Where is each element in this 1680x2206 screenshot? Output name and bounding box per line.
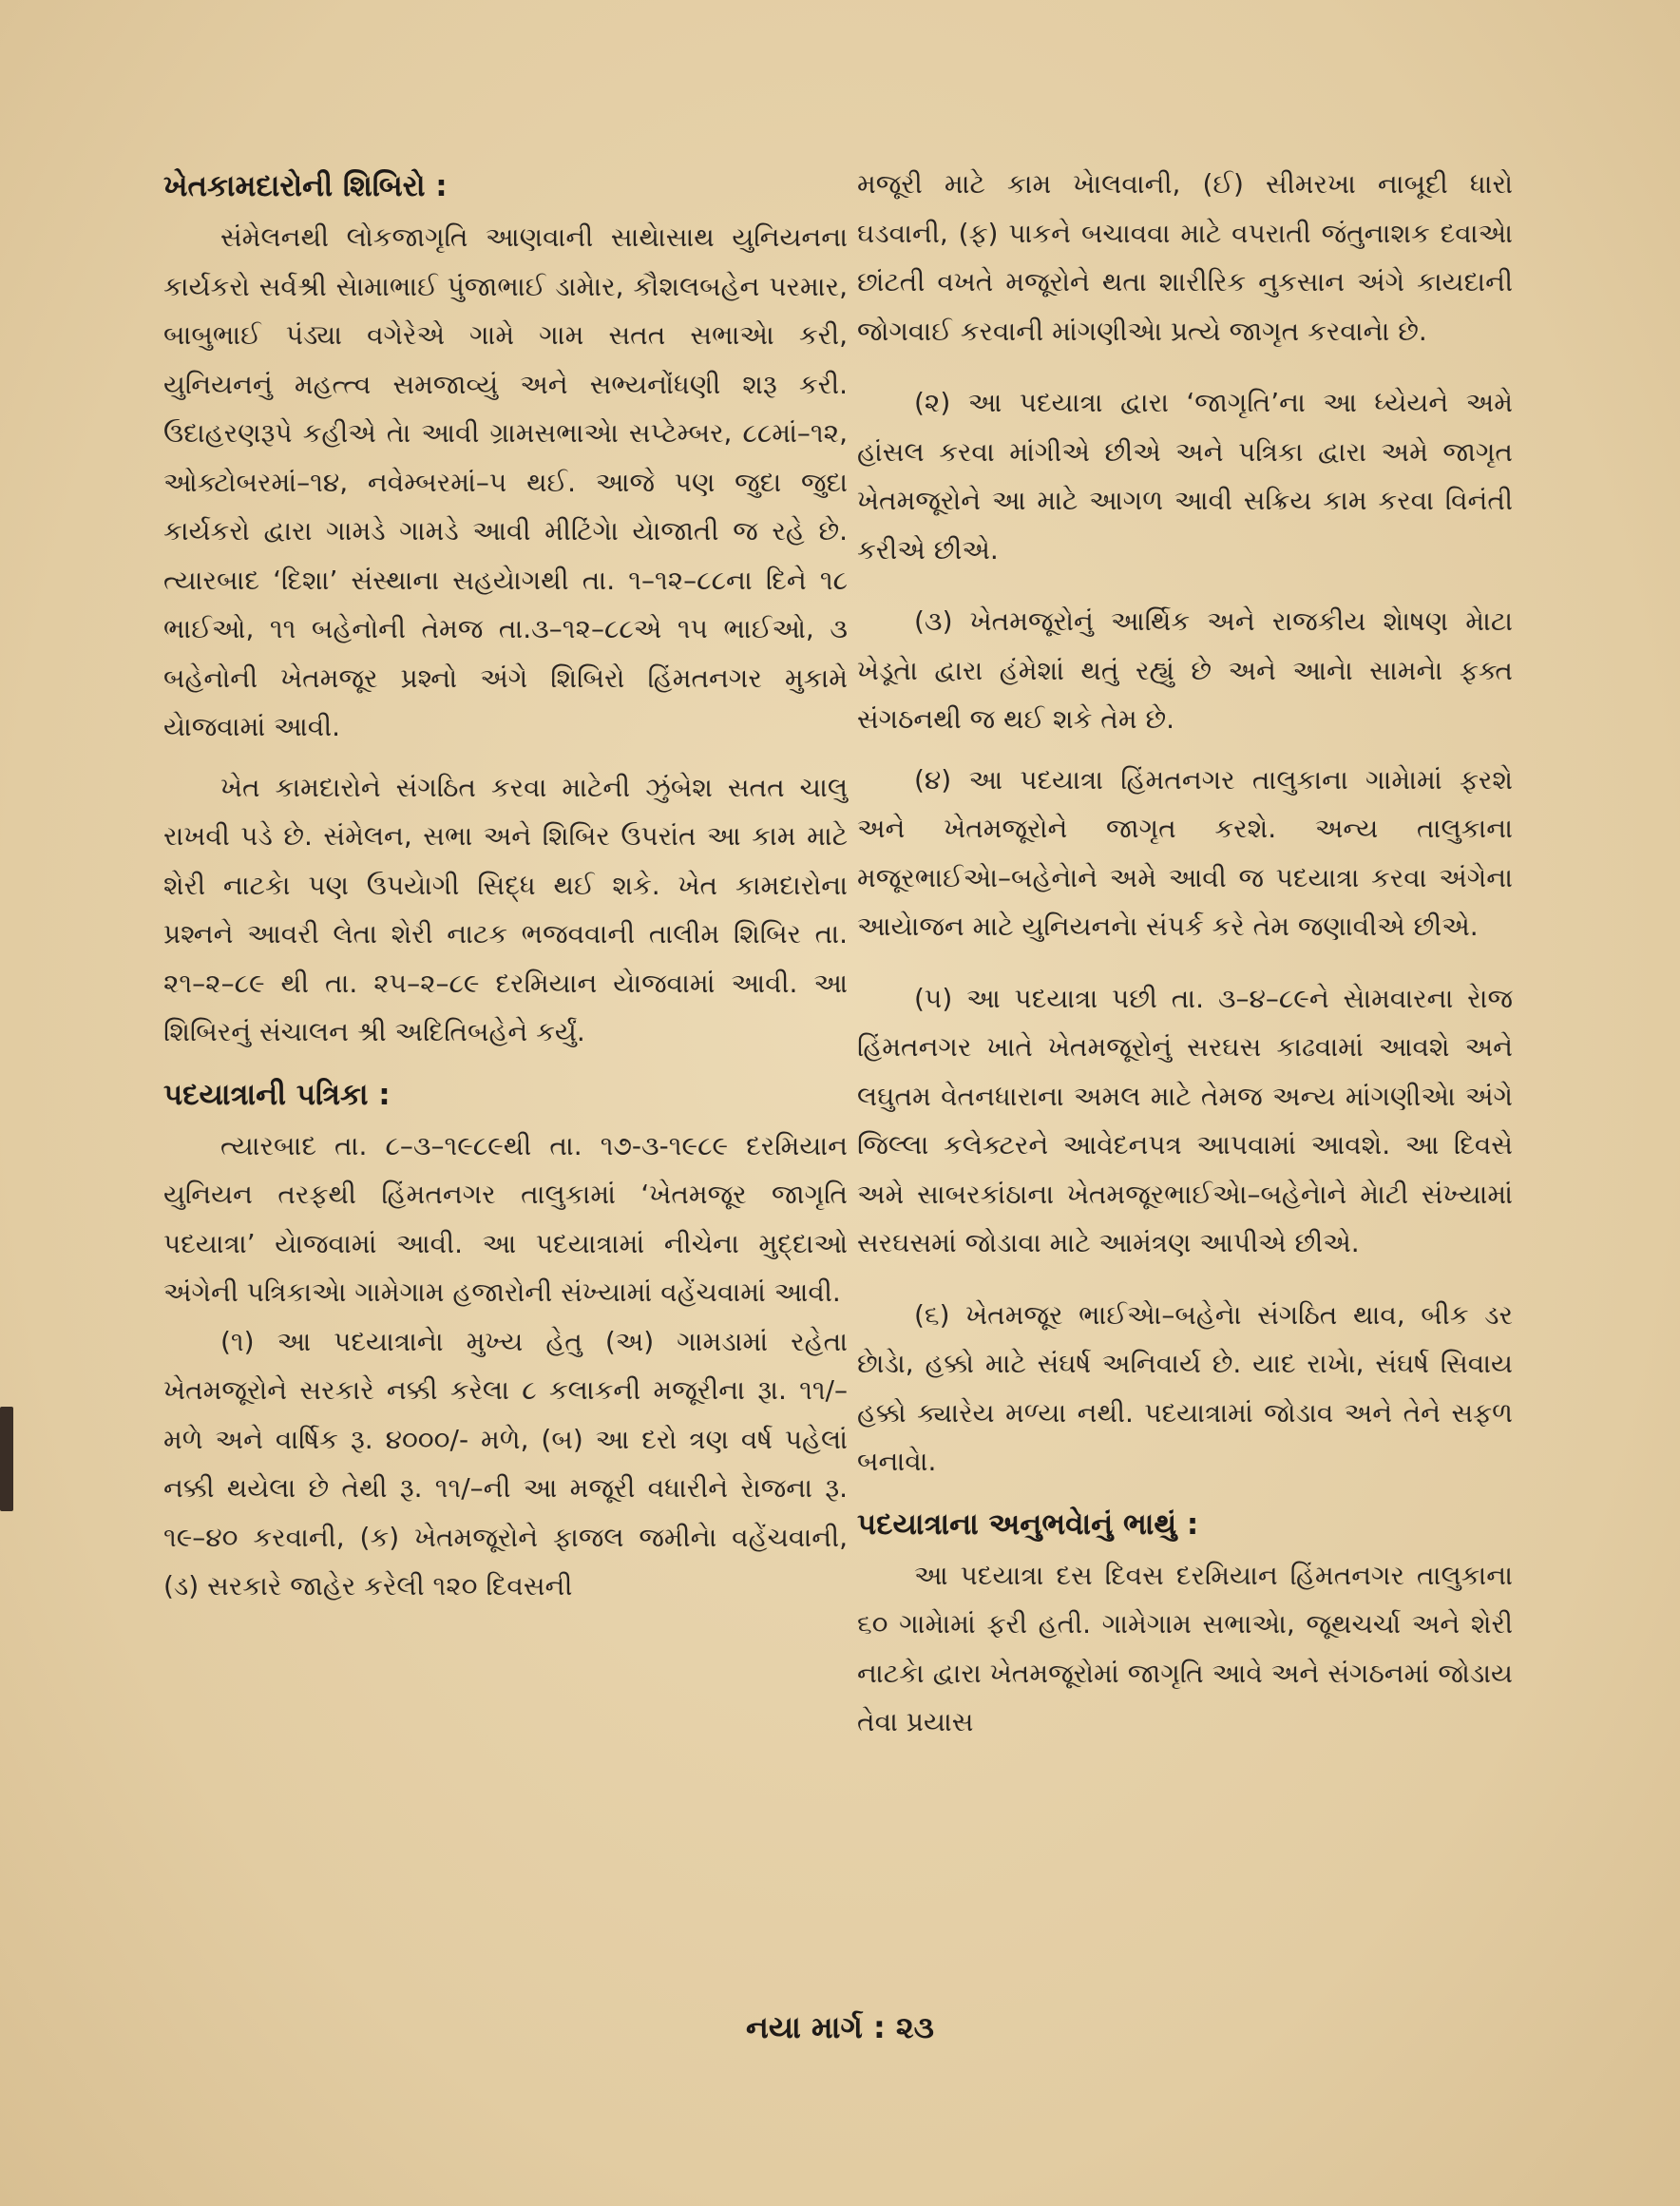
- paragraph: (૧) આ પદયાત્રાનેા મુખ્ય હેતુ (અ) ગામડામાં રહેતા ખેતમજૂરોને સરકારે નક્કી કરેલા ૮ કલાકની મજૂરીના રૂા. ૧૧/– મળે અને વાર્ષિક રૂ. ૪૦૦૦/- મળે, (બ) આ દરો ત્રણ વર્ષ પહેલાં નક્કી થયેલા છે તેથી રૂ. ૧૧/–ની આ મજૂરી વધારીને રેાજના રૂ. ૧૯–૪૦ કરવાની, (ક) ખેતમજૂરોને ફાજલ જમીનેા વહેંચવાની, (ડ) સરકારે જાહેર કરેલી ૧૨૦ દિવસની: [163, 1325, 848, 1602]
- paragraph: ત્યારબાદ તા. ૮–૩–૧૯૮૯થી તા. ૧૭-૩-૧૯૮૯ દરમિયાન યુનિયન તરફથી હિંમતનગર તાલુકામાં ‘ખેતમજૂર જાગૃતિ પદયાત્રા’ યેાજવામાં આવી. આ પદયાત્રામાં નીચેના મુદ્દાઓ અંગેની પત્રિકાએા ગામેગામ હજારોની સંખ્યામાં વહેંચવામાં આવી.: [163, 1129, 848, 1308]
- right-column: [857, 160, 1513, 1747]
- paragraph: સંમેલનથી લોકજાગૃતિ આણવાની સાથેાસાથ યુનિયનના કાર્યકરો સર્વશ્રી સેામાભાઈ પુંજાભાઈ ડામેાર, કૌશલબહેન પરમાર, બાબુભાઈ પંડ્યા વગેરેએ ગામે ગામ સતત સભાએા કરી, યુનિયનનું મહત્ત્વ સમજાવ્યું અને સભ્યનોંધણી શરૂ કરી. ઉદાહરણરૂપે કહીએ તેા આવી ગ્રામસભાએા સપ્ટેમ્બર, ૮૮માં–૧૨, ઓક્ટોબરમાં–૧૪, નવેમ્બરમાં–૫ થઈ. આજે પણ જુદા જુદા કાર્યકરો દ્વારા ગામડે ગામડે આવી મીટિંગેા યેાજાતી જ રહે છે. ત્યારબાદ ‘દિશા’ સંસ્થાના સહયેાગથી તા. ૧–૧૨–૮૮ના દિને ૧૮ ભાઈઓ, ૧૧ બહેનોની તેમજ તા.૩–૧૨–૮૮એ ૧૫ ભાઈઓ, ૩ બહેનોની ખેતમજૂર પ્રશ્નો અંગે શિબિરો હિંમતનગર મુકામે યેાજવામાં આવી.: [163, 221, 848, 742]
- paragraph: (૩) ખેતમજૂરોનું આર્થિક અને રાજકીય શેાષણ મેાટા ખેડૂતેા દ્વારા હંમેશાં થતું રહ્યું છે અને આનેા સામનેા ફક્ત સંગઠનથી જ થઈ શકે તેમ છે.: [857, 605, 1513, 735]
- left-column: [163, 160, 848, 1611]
- section-heading-experiences: પદયાત્રાના અનુભવેાનું ભાથું :: [857, 1506, 1199, 1542]
- paragraph: ખેત કામદારોને સંગઠિત કરવા માટેની ઝુંબેશ સતત ચાલુ રાખવી પડે છે. સંમેલન, સભા અને શિબિર ઉપરાંત આ કામ માટે શેરી નાટકેા પણ ઉપયેાગી સિદ્ધ થઈ શકે. ખેત કામદારોના પ્રશ્નને આવરી લેતા શેરી નાટક ભજવવાની તાલીમ શિબિર તા. ૨૧–૨–૮૯ થી તા. ૨૫–૨–૮૯ દરમિયાન યેાજવામાં આવી. આ શિબિરનું સંચાલન શ્રી અદિતિબહેને કર્યું.: [163, 771, 848, 1047]
- paragraph: (૬) ખેતમજૂર ભાઈએા–બહેનેા સંગઠિત થાવ, બીક ડર છેાડેા, હક્કો માટે સંઘર્ષ અનિવાર્ય છે. યાદ રાખેા, સંઘર્ષ સિવાય હક્કો ક્યારેય મળ્યા નથી. પદયાત્રામાં જોડાવ અને તેને સફળ બનાવેા.: [857, 1298, 1513, 1477]
- paragraph: આ પદયાત્રા દસ દિવસ દરમિયાન હિંમતનગર તાલુકાના ૬૦ ગામેામાં ફરી હતી. ગામેગામ સભાએા, જૂથચર્ચા અને શેરી નાટકેા દ્વારા ખેતમજૂરોમાં જાગૃતિ આવે અને સંગઠનમાં જોડાય તેવા પ્રયાસ: [857, 1559, 1513, 1737]
- page-footer: નયા માર્ગ : ૨૩: [746, 2009, 934, 2045]
- paragraph: (૨) આ પદયાત્રા દ્વારા ‘જાગૃતિ’ના આ ધ્યેયને અમે હાંસલ કરવા માંગીએ છીએ અને પત્રિકા દ્વારા અમે જાગૃત ખેતમજૂરોને આ માટે આગળ આવી સક્રિય કામ કરવા વિનંતી કરીએ છીએ.: [857, 387, 1513, 566]
- paragraph: (૪) આ પદયાત્રા હિંમતનગર તાલુકાના ગામેામાં ફરશે અને ખેતમજૂરોને જાગૃત કરશે. અન્ય તાલુકાના મજૂરભાઈએા–બહેનેાને અમે આવી જ પદયાત્રા કરવા અંગેના આયેાજન માટે યુનિયનનેા સંપર્ક કરે તેમ જણાવીએ છીએ.: [857, 763, 1513, 942]
- page-edge-mark: [0, 1407, 13, 1511]
- paragraph: મજૂરી માટે કામ ખેાલવાની, (ઈ) સીમરખા નાબૂદી ધારો ઘડવાની, (ફ) પાકને બચાવવા માટે વપરાતી જંતુનાશક દવાએા છાંટતી વખતે મજૂરોને થતા શારીરિક નુકસાન અંગે કાયદાની જોગવાઈ કરવાની માંગણીએા પ્રત્યે જાગૃત કરવાનેા છે.: [857, 168, 1513, 347]
- paragraph: (૫) આ પદયાત્રા પછી તા. ૩–૪–૮૯ને સેામવારના રેાજ હિંમતનગર ખાતે ખેતમજૂરોનું સરઘસ કાઢવામાં આવશે અને લઘુતમ વેતનધારાના અમલ માટે તેમજ અન્ય માંગણીએા અંગે જિલ્લા કલેક્ટરને આવેદનપત્ર આપવામાં આવશે. આ દિવસે અમે સાબરકાંઠાના ખેતમજૂરભાઈએા–બહેનેાને મેાટી સંખ્યામાં સરઘસમાં જોડાવા માટે આમંત્રણ આપીએ છીએ.: [857, 982, 1513, 1258]
- section-heading-pamphlet: પદયાત્રાની પત્રિકા :: [163, 1077, 391, 1112]
- section-heading-camps: ખેતકામદારોની શિબિરો :: [163, 169, 448, 203]
